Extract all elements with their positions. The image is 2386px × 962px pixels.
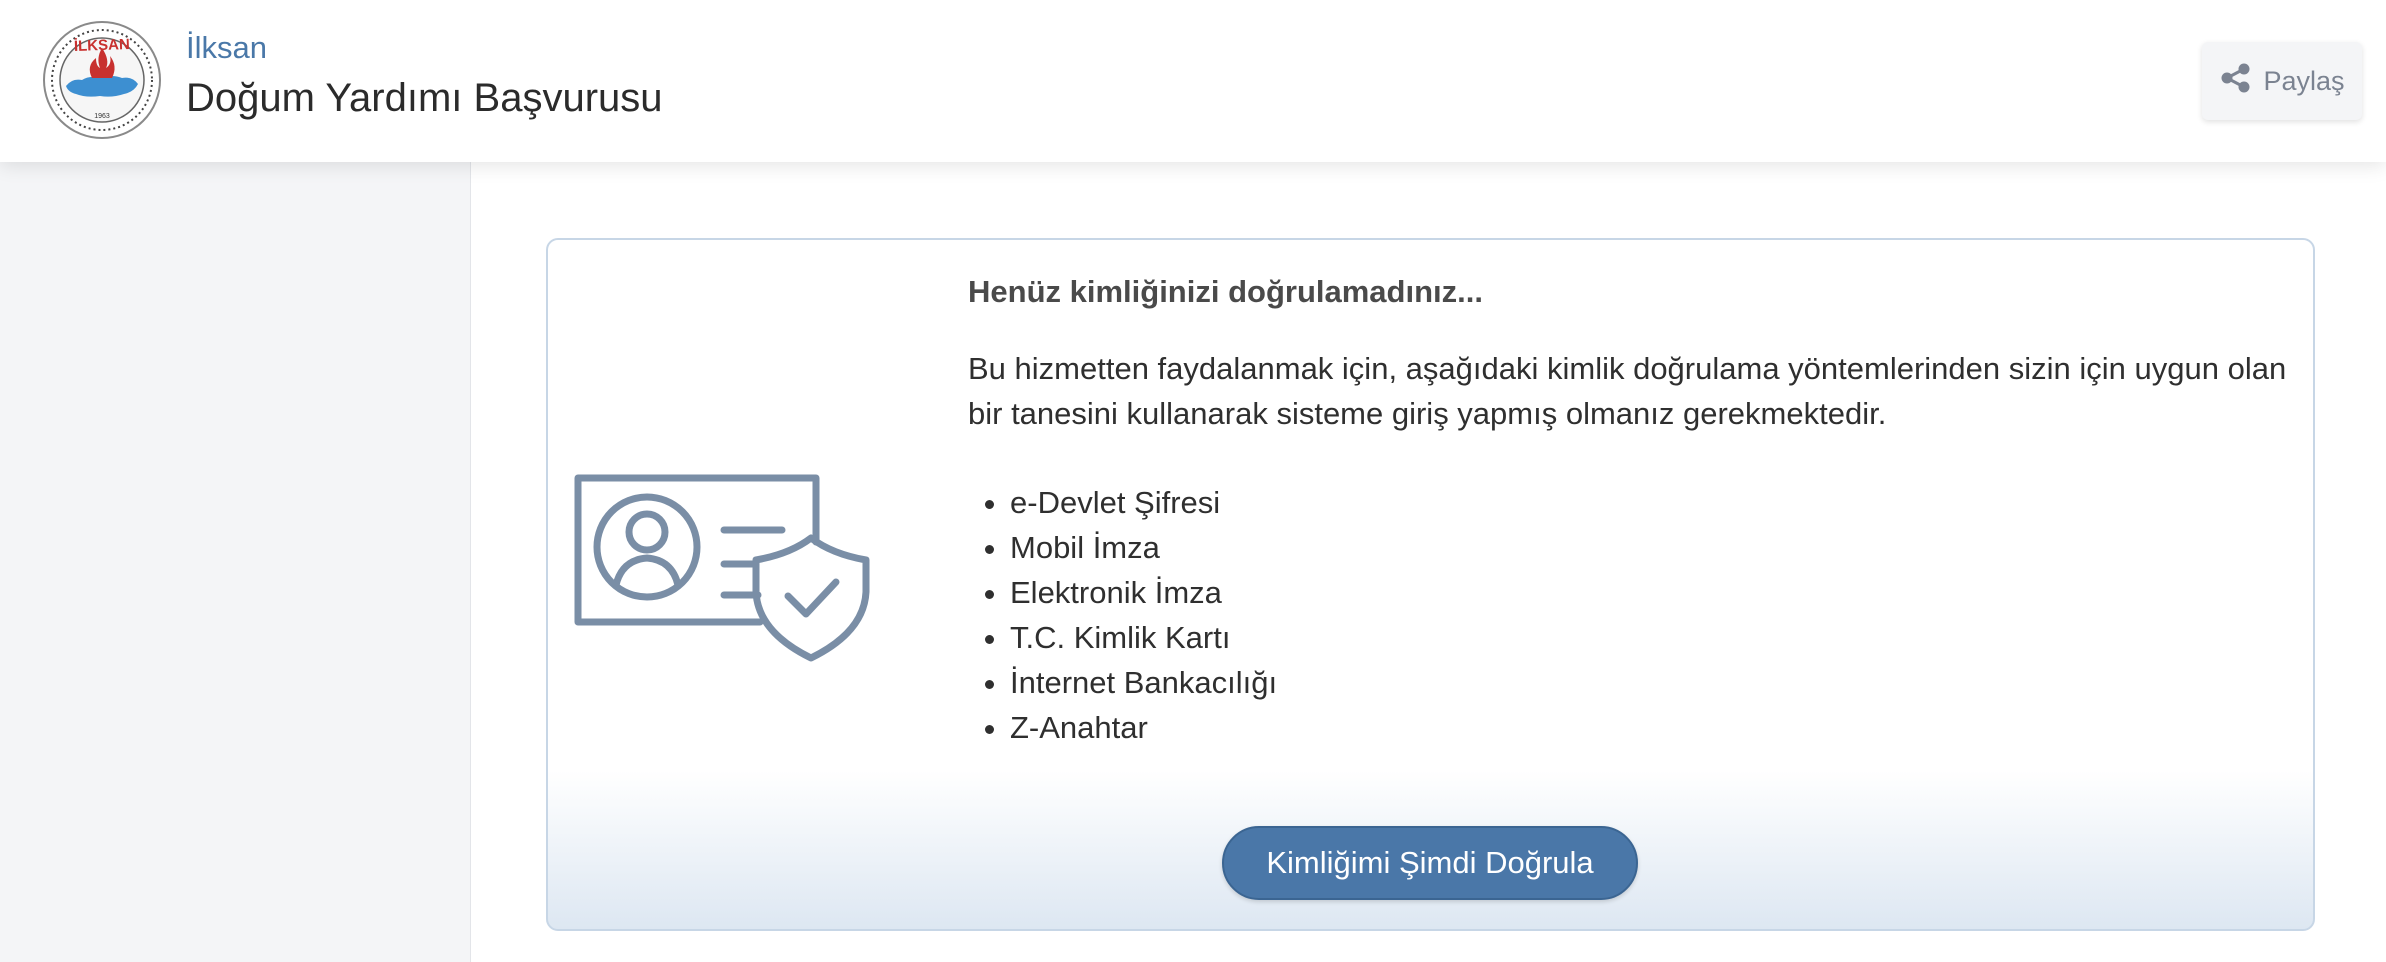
list-item: • Z-Anahtar [1010, 705, 1277, 750]
svg-text:1963: 1963 [94, 113, 110, 120]
svg-text:İLKSAN: İLKSAN [73, 36, 131, 55]
id-card-shield-icon [574, 472, 874, 662]
identity-verification-card [546, 238, 2315, 931]
list-item: • İnternet Bankacılığı [1010, 660, 1277, 705]
org-name-link[interactable]: İlksan [186, 30, 267, 65]
verification-heading: Henüz kimliğinizi doğrulamadınız... [968, 274, 1483, 309]
ilksan-logo[interactable] [42, 20, 162, 140]
verification-methods-list [968, 480, 1277, 750]
list-item: • T.C. Kimlik Kartı [1010, 615, 1277, 660]
verification-description: Bu hizmetten faydalanmak için, aşağıdaki kimlik doğrulama yöntemlerinden sizin için uygun olan bir tanesini kullanarak sisteme giriş yapmış olmanız gerekmektedir. [968, 351, 2287, 431]
list-item: • Mobil İmza [1010, 525, 1277, 570]
verify-identity-button[interactable]: Kimliğimi Şimdi Doğrula [1222, 826, 1638, 900]
list-item: • e-Devlet Şifresi [1010, 480, 1277, 525]
share-label: Paylaş [2263, 65, 2345, 96]
share-button[interactable] [2202, 42, 2362, 120]
header [0, 0, 2386, 162]
list-item: • Elektronik İmza [1010, 570, 1277, 615]
sidebar [0, 162, 470, 962]
share-icon [2219, 61, 2253, 102]
page-title: Doğum Yardımı Başvurusu [186, 76, 663, 120]
